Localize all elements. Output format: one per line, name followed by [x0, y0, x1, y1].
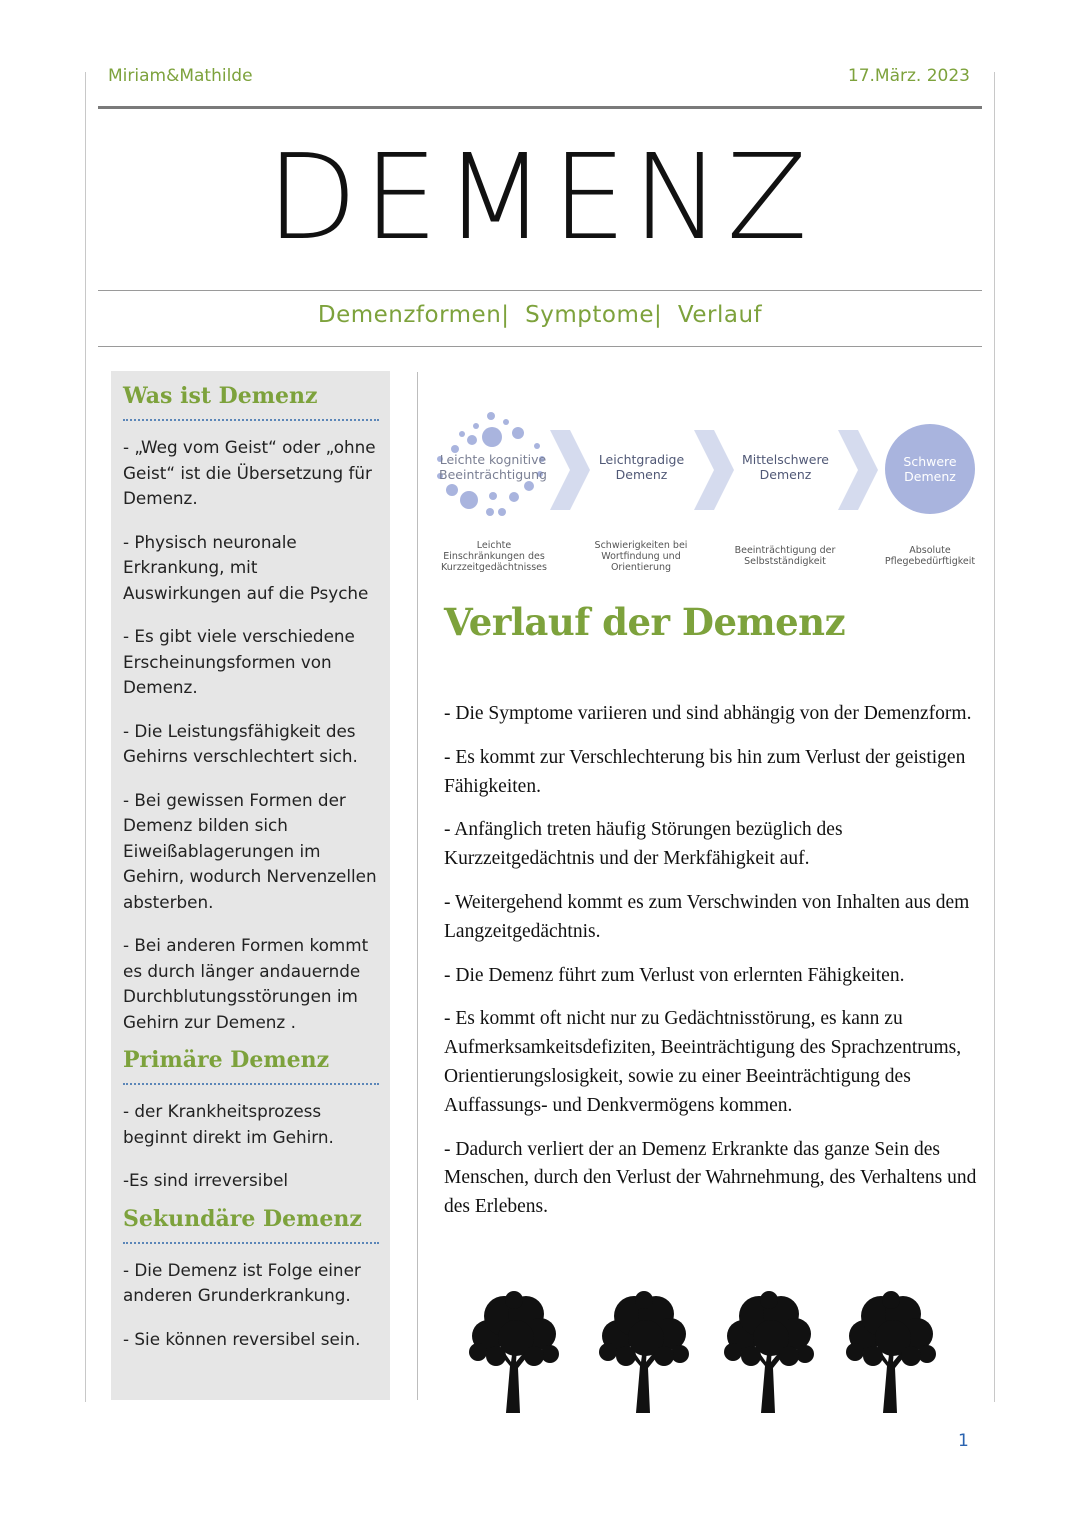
column-divider	[417, 372, 418, 1400]
left-page-border	[85, 72, 86, 1402]
subnav-separator: |	[501, 302, 510, 328]
stage-description	[581, 540, 701, 573]
subnav-item-verlauf[interactable]: Verlauf	[677, 302, 763, 328]
sidebar-paragraph: - Physisch neuronale Erkrankung, mit Auswirkungen auf die Psyche	[123, 531, 369, 603]
sidebar-paragraph: - Sie können reversibel sein.	[123, 1328, 361, 1349]
stage-description	[432, 540, 556, 573]
stage-desc-line: Selbstständigkeit	[744, 556, 826, 567]
subnav-item-demenzformen[interactable]: Demenzformen	[317, 302, 502, 328]
main-paragraph: - Dadurch verliert der an Demenz Erkrankte das ganze Sein des Menschen, durch den Verlust der Wahrnehmung, des Verhaltens und des Erlebens.	[444, 1138, 977, 1218]
stage-label-line: Leichte kognitive	[439, 452, 547, 467]
section-heading-was-ist-demenz: Was ist Demenz	[123, 383, 379, 421]
sidebar-paragraph: - der Krankheitsprozess beginnt direkt im Gehirn.	[123, 1101, 334, 1147]
stage-label-leichtgradig	[584, 452, 699, 482]
stage-desc-line: Absolute	[909, 545, 951, 556]
section-heading-sekundaere-demenz: Sekundäre Demenz	[123, 1206, 379, 1244]
section-heading-primaere-demenz: Primäre Demenz	[123, 1047, 379, 1085]
page-number: 1	[958, 1431, 969, 1451]
stage-label-line: Demenz	[759, 467, 812, 482]
main-paragraph: - Die Demenz führt zum Verlust von erlernten Fähigkeiten.	[444, 964, 905, 986]
main-heading: Verlauf der Demenz	[444, 600, 846, 644]
sidebar-paragraph: - Es gibt viele verschiedene Erscheinungsformen von Demenz.	[123, 626, 355, 697]
stage-desc-line: Leichte	[476, 540, 512, 551]
tree-silhouette-icon	[724, 1291, 814, 1413]
header-author: Miriam&Mathilde	[108, 66, 253, 86]
stage-label-leicht-kognitiv	[438, 452, 548, 482]
progression-diagram	[432, 404, 992, 584]
tree-silhouette-icon	[846, 1291, 936, 1413]
sidebar-paragraph: - Bei gewissen Formen der Demenz bilden sich Eiweißablagerungen im Gehirn, wodurch Nervenzellen absterben.	[123, 789, 377, 912]
main-paragraph: - Die Symptome variieren und sind abhängig von der Demenzform.	[444, 703, 972, 724]
subnav-separator: |	[654, 302, 663, 328]
stage-description	[872, 545, 988, 567]
subnav	[0, 302, 1080, 328]
stage-desc-line: Wortfindung und	[601, 551, 681, 562]
stage-label-line: Demenz	[615, 467, 668, 482]
subnav-item-symptome[interactable]: Symptome	[525, 302, 655, 328]
trees-illustration	[455, 1288, 965, 1418]
subnav-bottom-rule	[98, 346, 982, 347]
sidebar-paragraph: - Die Demenz ist Folge einer anderen Grunderkrankung.	[123, 1259, 361, 1305]
right-page-border	[994, 72, 995, 1402]
stage-label-schwer	[880, 454, 980, 484]
stage-desc-line: Einschränkungen des	[443, 551, 545, 562]
stage-label-line: Demenz	[904, 469, 956, 484]
stage-label-mittelschwer	[728, 452, 843, 482]
main-paragraph: - Es kommt oft nicht nur zu Gedächtnisstörung, es kann zu Aufmerksamkeitsdefiziten, Beeinträchtigung des Sprachzentrums, Orientierungslosigkeit, sowie zu einer Beeinträchtigung des Auffassungs- und Denkvermögens kommen.	[444, 1008, 962, 1116]
main-paragraph: - Anfänglich treten häufig Störungen bezüglich des Kurzzeitgedächtnis und der Merkfähigkeit auf.	[444, 819, 843, 870]
main-paragraph: - Weitergehend kommt es zum Verschwinden von Inhalten aus dem Langzeitgedächtnis.	[444, 891, 970, 942]
sidebar-paragraph: -Es sind irreversibel	[123, 1170, 289, 1190]
main-paragraph: - Es kommt zur Verschlechterung bis hin zum Verlust der geistigen Fähigkeiten.	[444, 746, 966, 797]
page-title: DEMENZ	[266, 128, 814, 266]
tree-silhouette-icon	[469, 1291, 559, 1413]
sidebar-paragraph: - Bei anderen Formen kommt es durch länger andauernde Durchblutungsstörungen im Gehirn zur Demenz .	[123, 935, 369, 1032]
header-date: 17.März. 2023	[847, 66, 970, 86]
stage-label-line: Mittelschwere	[742, 452, 829, 467]
title-rule	[98, 106, 982, 109]
sidebar-paragraph: - „Weg vom Geist“ oder „ohne Geist“ ist die Übersetzung für Demenz.	[123, 437, 376, 508]
stage-label-line: Beeinträchtigung	[439, 467, 547, 482]
subnav-top-rule	[98, 290, 982, 291]
main-body	[444, 700, 989, 1237]
stage-desc-line: Schwierigkeiten bei	[594, 540, 688, 551]
stage-description	[725, 545, 845, 567]
stage-desc-line: Beeinträchtigung der	[734, 545, 836, 556]
tree-silhouette-icon	[599, 1291, 689, 1413]
stage-label-line: Schwere	[903, 454, 957, 469]
stage-label-line: Leichtgradige	[598, 452, 685, 467]
sidebar-paragraph: - Die Leistungsfähigkeit des Gehirns verschlechtert sich.	[123, 720, 358, 766]
stage-desc-line: Orientierung	[610, 562, 672, 573]
chevron-right-icon	[838, 430, 878, 510]
sidebar	[111, 371, 390, 1400]
stage-desc-line: Kurzzeitgedächtnisses	[441, 562, 547, 573]
stage-desc-line: Pflegebedürftigkeit	[884, 556, 976, 567]
